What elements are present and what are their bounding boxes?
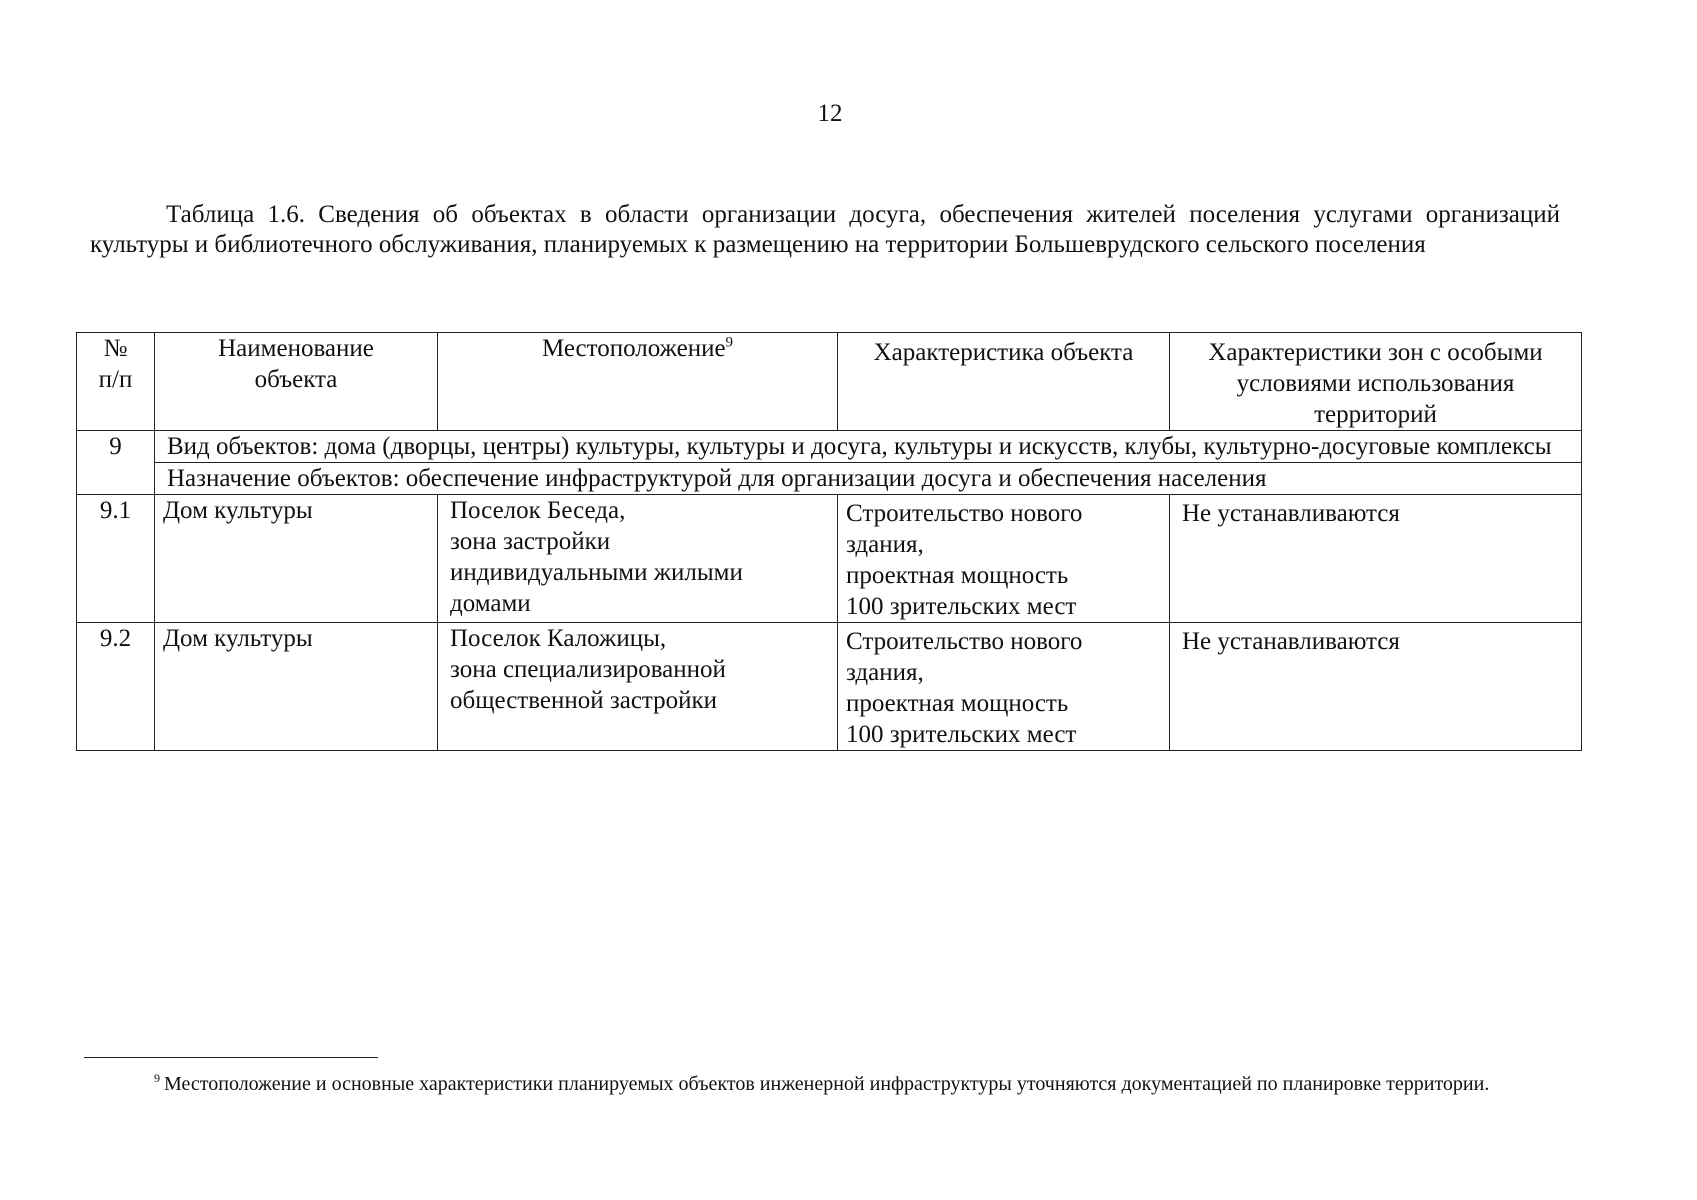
objects-table — [76, 332, 1582, 751]
row-num: 9.1 — [77, 495, 155, 623]
header-num-line1: № — [103, 335, 128, 362]
header-name-line2: объекта — [254, 366, 338, 393]
header-name-line1: Наименование — [218, 335, 374, 362]
row-characteristic-line: 100 зрительских мест — [846, 721, 1077, 748]
row-location — [438, 623, 838, 751]
header-zones-text: Характеристики зон с особыми условиями использования территорий — [1208, 339, 1543, 428]
table-header-row — [77, 333, 1582, 431]
header-num-line2: п/п — [98, 366, 133, 393]
row-zones: Не устанавливаются — [1170, 623, 1582, 751]
header-characteristic — [838, 333, 1170, 431]
group-purpose: Назначение объектов: обеспечение инфраструктурой для организации досуга и обеспечения населения — [155, 463, 1582, 495]
row-location — [438, 495, 838, 623]
group-purpose-row — [77, 463, 1582, 495]
header-location-footnote-mark: 9 — [725, 334, 734, 351]
header-location — [438, 333, 838, 431]
row-characteristic-line: проектная мощность — [846, 562, 1069, 589]
row-location-line: Поселок Беседа, — [450, 497, 626, 524]
footnote — [84, 1072, 1562, 1097]
table-caption — [90, 200, 1560, 260]
row-name: Дом культуры — [155, 495, 438, 623]
group-type: Вид объектов: дома (дворцы, центры) культуры, культуры и досуга, культуры и искусств, клубы, культурно-досуговые комплексы — [155, 431, 1582, 463]
row-num: 9.2 — [77, 623, 155, 751]
row-location-line: зона застройки — [450, 528, 611, 555]
row-name: Дом культуры — [155, 623, 438, 751]
group-num: 9 — [77, 431, 155, 495]
header-zones — [1170, 333, 1582, 431]
footnote-text: Местоположение и основные характеристики планируемых объектов инженерной инфраструктуры уточняются документацией по планировке территории. — [164, 1073, 1490, 1095]
header-characteristic-text: Характеристика объекта — [873, 339, 1134, 366]
page-number: 12 — [817, 100, 843, 127]
row-location-line: домами — [450, 590, 531, 617]
table-row — [77, 495, 1582, 623]
row-characteristic-line: здания, — [846, 531, 924, 558]
row-location-line: общественной застройки — [450, 687, 718, 714]
row-characteristic-line: проектная мощность — [846, 690, 1069, 717]
header-location-text: Местоположение — [541, 335, 726, 362]
row-location-line: индивидуальными жилыми — [450, 559, 743, 586]
row-location-line: Поселок Каложицы, — [450, 625, 667, 652]
row-characteristic — [838, 495, 1170, 623]
caption-text: Таблица 1.6. Сведения об объектах в области организации досуга, обеспечения жителей поселения услугами организаций культуры и библиотечного обслуживания, планируемых к размещению на территории Большеврудского сельского поселения — [90, 201, 1560, 258]
header-num — [77, 333, 155, 431]
row-characteristic-line: Строительство нового — [846, 628, 1083, 655]
footnote-separator — [84, 1057, 378, 1058]
table-row — [77, 623, 1582, 751]
row-location-line: зона специализированной — [450, 656, 726, 683]
header-name — [155, 333, 438, 431]
row-characteristic — [838, 623, 1170, 751]
group-type-row — [77, 431, 1582, 463]
row-characteristic-line: Строительство нового — [846, 500, 1083, 527]
footnote-mark: 9 — [154, 1071, 160, 1086]
row-characteristic-line: 100 зрительских мест — [846, 593, 1077, 620]
row-zones: Не устанавливаются — [1170, 495, 1582, 623]
row-characteristic-line: здания, — [846, 659, 924, 686]
